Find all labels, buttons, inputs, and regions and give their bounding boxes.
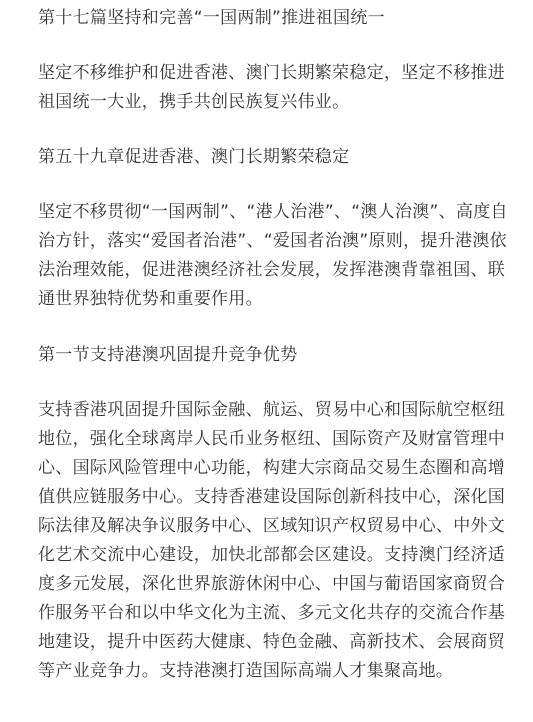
chapter-title: 第五十九章促进香港、澳门长期繁荣稳定 [38, 147, 350, 167]
article-body [38, 0, 508, 686]
part-intro-paragraph: 坚定不移维护和促进香港、澳门长期繁荣稳定，坚定不移推进祖国统一大业，携手共创民族复兴伟业。 [38, 63, 506, 112]
section-body-paragraph: 支持香港巩固提升国际金融、航运、贸易中心和国际航空枢纽地位，强化全球离岸人民币业务枢纽、国际资产及财富管理中心、国际风险管理中心功能，构建大宗商品交易生态圈和高增值供应链服务中心。支持香港建设国际创新科技中心，深化国际法律及解决争议服务中心、区域知识产权贸易中心、中外文化艺术交流中心建设，加快北部都会区建设。支持澳门经济适度多元发展，深化世界旅游休闲中心、中国与葡语国家商贸合作服务平台和以中华文化为主流、多元文化共存的交流合作基地建设，提升中医药大健康、特色金融、高新技术、会展商贸等产业竞争力。支持港澳打造国际高端人才集聚高地。 [38, 400, 506, 681]
part-title: 第十七篇坚持和完善“一国两制”推进祖国统一 [38, 8, 385, 28]
section-title: 第一节支持港澳巩固提升竞争优势 [38, 345, 298, 365]
chapter-body-paragraph: 坚定不移贯彻“一国两制”、“港人治港”、“澳人治澳”、高度自治方针，落实“爱国者治港”、“爱国者治澳”原则，提升港澳依法治理效能，促进港澳经济社会发展，发挥港澳背靠祖国、联通世界独特优势和重要作用。 [38, 202, 508, 309]
